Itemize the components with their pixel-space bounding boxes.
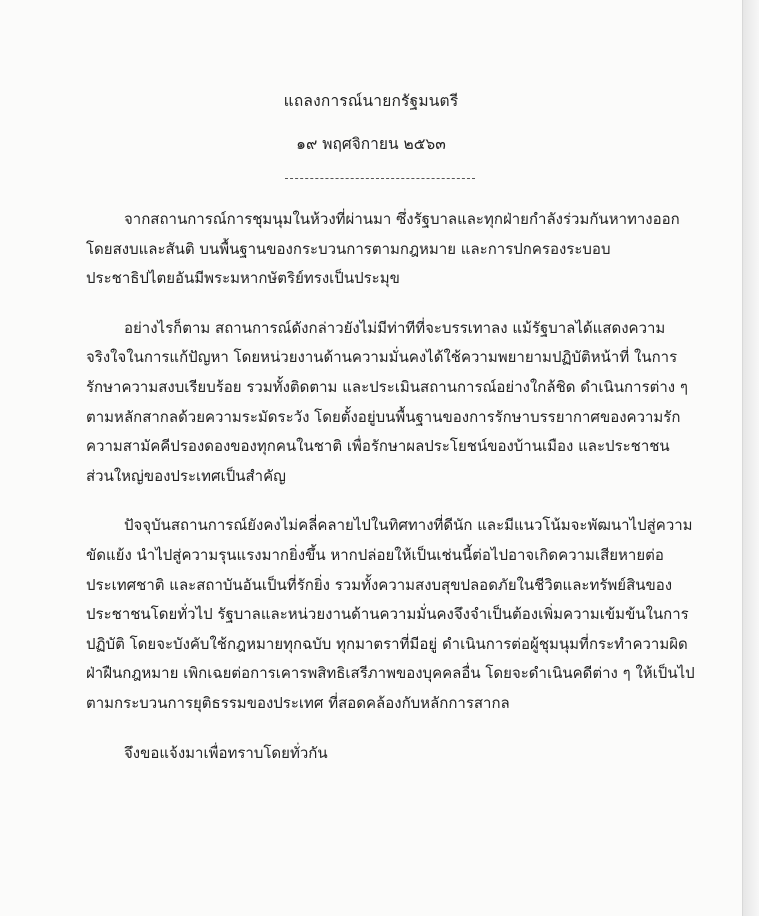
paragraph-3: ปัจจุบันสถานการณ์ยังคงไม่คลี่คลายไปในทิศทางที่ดีนัก และมีแนวโน้มจะพัฒนาไปสู่ความขัดแย้ง นำไปสู่ความรุนแรงมากยิ่งขึ้น หากปล่อยให้เป็นเช่นนี้ต่อไปอาจเกิดความเสียหายต่อประเทศชาติ และสถาบันอันเป็นที่รักยิ่ง รวมทั้งความสงบสุขปลอดภัยในชีวิตและทรัพย์สินของประชาชนโดยทั่วไป รัฐบาลและหน่วยงานด้านความมั่นคงจึงจำเป็นต้องเพิ่มความเข้มข้นในการปฏิบัติ โดยจะบังคับใช้กฎหมายทุกฉบับ ทุกมาตราที่มีอยู่ ดำเนินการต่อผู้ชุมนุมที่กระทำความผิด ฝ่าฝืนกฎหมาย เพิกเฉยต่อการเคารพสิทธิเสรีภาพของบุคคลอื่น โดยจะดำเนินคดีต่าง ๆ ให้เป็นไปตามกระบวนการยุติธรรมของประเทศ ที่สอดคล้องกับหลักการสากล [86,516,695,712]
separator-line [285,178,475,179]
page-edge [743,0,759,916]
closing-line: จึงขอแจ้งมาเพื่อทราบโดยทั่วกัน [124,743,328,762]
document-title: แถลงการณ์นายกรัฐมนตรี [283,92,459,110]
paragraph-1: จากสถานการณ์การชุมนุมในห้วงที่ผ่านมา ซึ่งรัฐบาลและทุกฝ่ายกำลังร่วมกันหาทางออกโดยสงบและสันติ บนพื้นฐานของกระบวนการตามกฎหมาย และการปกครองระบอบประชาธิปไตยอันมีพระมหากษัตริย์ทรงเป็นประมุข [86,210,680,288]
paragraph-2: อย่างไรก็ตาม สถานการณ์ดังกล่าวยังไม่มีท่าทีที่จะบรรเทาลง แม้รัฐบาลได้แสดงความจริงใจในการแก้ปัญหา โดยหน่วยงานด้านความมั่นคงได้ใช้ความพยายามปฏิบัติหน้าที่ ในการรักษาความสงบเรียบร้อย รวมทั้งติดตาม และประเมินสถานการณ์อย่างใกล้ชิด ดำเนินการต่าง ๆ ตามหลักสากลด้วยความระมัดระวัง โดยตั้งอยู่บนพื้นฐานของการรักษาบรรยากาศของความรักความสามัคคีปรองดองของทุกคนในชาติ เพื่อรักษาผลประโยชน์ของบ้านเมือง และประชาชนส่วนใหญ่ของประเทศเป็นสำคัญ [86,318,688,485]
document-date: ๑๙ พฤศจิกายน ๒๕๖๓ [296,135,446,153]
document-body [86,205,696,788]
